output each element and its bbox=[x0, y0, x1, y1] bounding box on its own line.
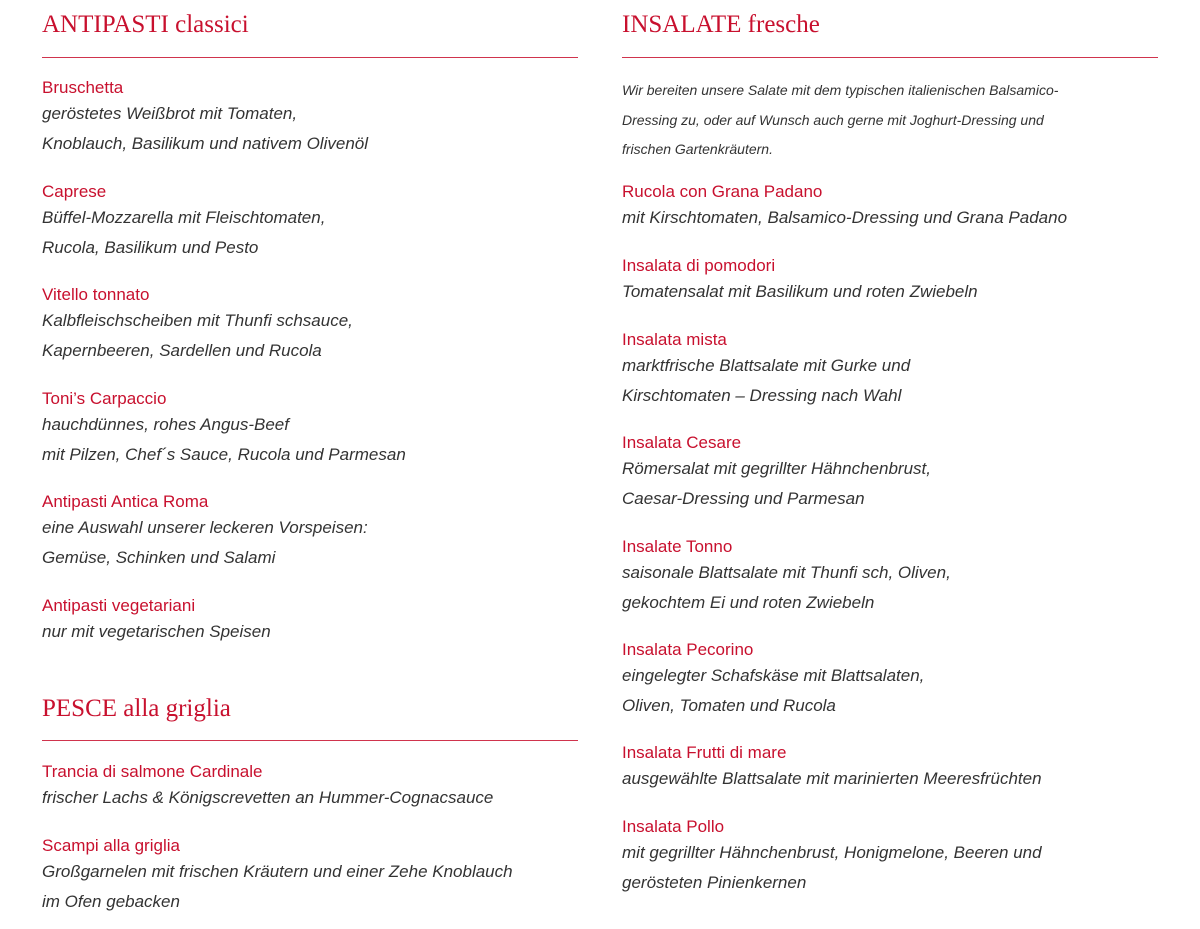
dish-name: Antipasti vegetariani bbox=[42, 596, 196, 615]
dish-description-line: eine Auswahl unserer leckeren Vorspeisen: bbox=[42, 518, 368, 537]
section-title-insalate: INSALATE fresche bbox=[622, 11, 820, 38]
dish-description-line: saisonale Blattsalate mit Thunfi sch, Oliven, bbox=[622, 563, 951, 582]
salad-intro-line: Wir bereiten unsere Salate mit dem typischen italienischen Balsamico- bbox=[622, 82, 1059, 98]
dish-description-line: Tomatensalat mit Basilikum und roten Zwiebeln bbox=[622, 282, 978, 301]
divider-insalate bbox=[622, 57, 1158, 58]
dish-name: Trancia di salmone Cardinale bbox=[42, 762, 263, 781]
dish-insalata-pecorino bbox=[622, 639, 924, 720]
dish-description-line: Großgarnelen mit frischen Kräutern und einer Zehe Knoblauch bbox=[42, 862, 513, 881]
dish-name: Insalata di pomodori bbox=[622, 256, 776, 275]
dish-description-line: eingelegter Schafskäse mit Blattsalaten, bbox=[622, 666, 925, 685]
dish-insalata-pomodori bbox=[622, 255, 978, 307]
dish-description-line: Gemüse, Schinken und Salami bbox=[42, 547, 276, 567]
dish-name: Bruschetta bbox=[42, 78, 124, 97]
dish-description-line: Rucola, Basilikum und Pesto bbox=[42, 237, 259, 257]
dish-name: Caprese bbox=[42, 182, 107, 201]
dish-description-line: ausgewählte Blattsalate mit marinierten Meeresfrüchten bbox=[622, 769, 1042, 788]
dish-description-line: Kirschtomaten – Dressing nach Wahl bbox=[622, 385, 902, 405]
dish-name: Insalata Frutti di mare bbox=[622, 743, 787, 762]
divider-pesce bbox=[42, 740, 578, 741]
dish-description-line: mit Kirschtomaten, Balsamico-Dressing und Grana Padano bbox=[622, 208, 1068, 227]
dish-antipasti-vegetariani bbox=[42, 595, 271, 647]
dish-carpaccio bbox=[42, 388, 406, 469]
dish-name: Insalata Pollo bbox=[622, 817, 725, 836]
dish-description-line: Büffel-Mozzarella mit Fleischtomaten, bbox=[42, 208, 326, 227]
dish-insalata-cesare bbox=[622, 432, 931, 513]
dish-rucola bbox=[622, 181, 1067, 233]
dish-description-line: Römersalat mit gegrillter Hähnchenbrust, bbox=[622, 459, 931, 478]
dish-name: Insalata Pecorino bbox=[622, 640, 754, 659]
dish-name: Scampi alla griglia bbox=[42, 836, 180, 855]
dish-insalata-frutti-di-mare bbox=[622, 742, 1042, 794]
dish-description-line: Kapernbeeren, Sardellen und Rucola bbox=[42, 340, 322, 360]
dish-name: Antipasti Antica Roma bbox=[42, 492, 209, 511]
dish-description-line: gerösteten Pinienkernen bbox=[622, 872, 807, 892]
salad-intro bbox=[622, 76, 1158, 165]
dish-description-line: Oliven, Tomaten und Rucola bbox=[622, 695, 836, 715]
salad-intro-line: Dressing zu, oder auf Wunsch auch gerne mit Joghurt-Dressing und bbox=[622, 111, 1044, 128]
divider-antipasti bbox=[42, 57, 578, 58]
dish-description-line: gekochtem Ei und roten Zwiebeln bbox=[622, 592, 875, 612]
dish-description-line: Knoblauch, Basilikum und nativem Olivenöl bbox=[42, 133, 369, 153]
dish-insalata-pollo bbox=[622, 816, 1042, 897]
dish-bruschetta bbox=[42, 77, 368, 158]
dish-description-line: mit Pilzen, Chef´s Sauce, Rucola und Parmesan bbox=[42, 444, 406, 464]
dish-name: Insalate Tonno bbox=[622, 537, 733, 556]
dish-insalate-tonno bbox=[622, 536, 951, 617]
dish-name: Rucola con Grana Padano bbox=[622, 182, 823, 201]
dish-description-line: geröstetes Weißbrot mit Tomaten, bbox=[42, 104, 298, 123]
dish-description-line: im Ofen gebacken bbox=[42, 891, 180, 911]
dish-description-line: Caesar-Dressing und Parmesan bbox=[622, 488, 865, 508]
dish-name: Toni’s Carpaccio bbox=[42, 389, 167, 408]
section-title-antipasti: ANTIPASTI classici bbox=[42, 11, 249, 38]
dish-description-line: Kalbfleischscheiben mit Thunfi schsauce, bbox=[42, 311, 353, 330]
dish-description-line: frischer Lachs & Königscrevetten an Hummer-Cognacsauce bbox=[42, 788, 494, 807]
dish-antipasti-antica-roma bbox=[42, 491, 368, 572]
dish-description-line: hauchdünnes, rohes Angus-Beef bbox=[42, 415, 289, 434]
dish-name: Insalata Cesare bbox=[622, 433, 742, 452]
dish-scampi bbox=[42, 835, 513, 916]
dish-description-line: marktfrische Blattsalate mit Gurke und bbox=[622, 356, 911, 375]
dish-trancia-salmone bbox=[42, 761, 493, 813]
salad-intro-line: frischen Gartenkräutern. bbox=[622, 141, 773, 157]
dish-caprese bbox=[42, 181, 325, 262]
dish-description-line: mit gegrillter Hähnchenbrust, Honigmelone, Beeren und bbox=[622, 843, 1042, 862]
dish-description-line: nur mit vegetarischen Speisen bbox=[42, 622, 271, 641]
section-title-pesce: PESCE alla griglia bbox=[42, 695, 231, 722]
dish-vitello-tonnato bbox=[42, 284, 353, 365]
dish-name: Vitello tonnato bbox=[42, 285, 150, 304]
dish-name: Insalata mista bbox=[622, 330, 727, 349]
dish-insalata-mista bbox=[622, 329, 910, 410]
